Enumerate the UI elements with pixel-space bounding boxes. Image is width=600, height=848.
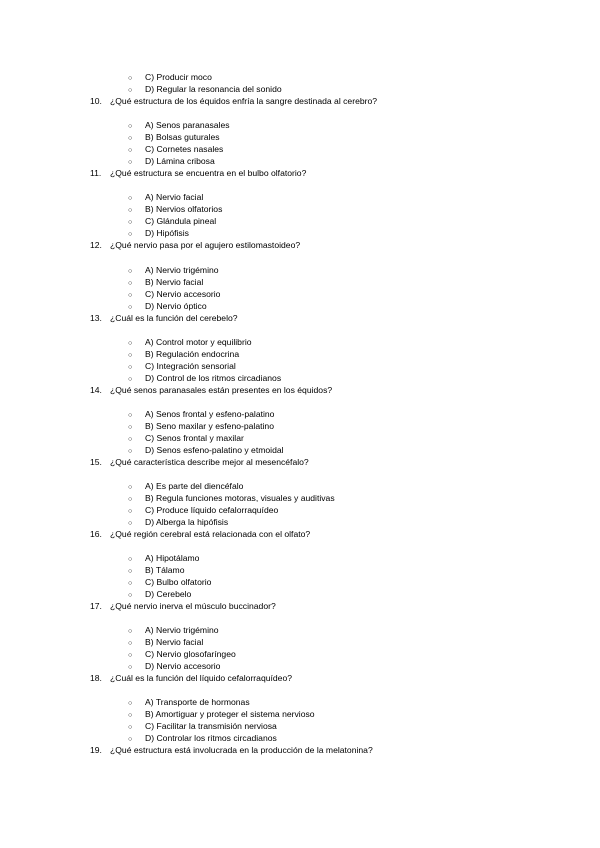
bullet-icon: ○ xyxy=(128,280,133,287)
bullet-icon: ○ xyxy=(128,436,133,443)
bullet-icon: ○ xyxy=(128,412,133,419)
option-item: ○ D) Nervio accesorio xyxy=(128,660,220,672)
option-item: ○ D) Control de los ritmos circadianos xyxy=(128,372,281,384)
option-item: ○ A) Es parte del diencéfalo xyxy=(128,480,243,492)
bullet-icon: ○ xyxy=(128,268,133,275)
option-item: ○ C) Cornetes nasales xyxy=(128,143,223,155)
bullet-icon: ○ xyxy=(128,304,133,311)
bullet-icon: ○ xyxy=(128,628,133,635)
bullet-icon: ○ xyxy=(128,640,133,647)
question-10: 10. ¿Qué estructura de los équidos enfría la sangre destinada al cerebro? xyxy=(90,96,378,106)
bullet-icon: ○ xyxy=(128,556,133,563)
bullet-icon: ○ xyxy=(128,424,133,431)
option-item: ○ C) Facilitar la transmisión nerviosa xyxy=(128,720,277,732)
bullet-icon: ○ xyxy=(128,736,133,743)
bullet-icon: ○ xyxy=(128,568,133,575)
question-11: 11. ¿Qué estructura se encuentra en el bulbo olfatorio? xyxy=(90,168,307,178)
option-item: ○ D) Controlar los ritmos circadianos xyxy=(128,732,277,744)
option-item: ○ D) Nervio óptico xyxy=(128,300,207,312)
option-item: ○ B) Regula funciones motoras, visuales y auditivas xyxy=(128,492,335,504)
bullet-icon: ○ xyxy=(128,207,133,214)
option-item: ○ B) Regulación endocrina xyxy=(128,348,239,360)
question-19: 19. ¿Qué estructura está involucrada en la producción de la melatonina? xyxy=(90,745,373,755)
bullet-icon: ○ xyxy=(128,364,133,371)
bullet-icon: ○ xyxy=(128,580,133,587)
question-14: 14. ¿Qué senos paranasales están presentes en los équidos? xyxy=(90,385,333,395)
question-15: 15. ¿Qué característica describe mejor al mesencéfalo? xyxy=(90,457,309,467)
option-item: ○ B) Nervio facial xyxy=(128,276,203,288)
bullet-icon: ○ xyxy=(128,87,133,94)
option-item: ○ B) Nervio facial xyxy=(128,636,203,648)
option-item: ○ A) Hipotálamo xyxy=(128,552,199,564)
option-item: ○ D) Alberga la hipófisis xyxy=(128,516,228,528)
option-item: ○ A) Control motor y equilibrio xyxy=(128,336,252,348)
bullet-icon: ○ xyxy=(128,123,133,130)
option-item: ○ B) Tálamo xyxy=(128,564,184,576)
bullet-icon: ○ xyxy=(128,724,133,731)
bullet-icon: ○ xyxy=(128,664,133,671)
option-item: ○ C) Glándula pineal xyxy=(128,215,216,227)
option-item: ○ A) Nervio trigémino xyxy=(128,624,219,636)
option-item: ○ B) Nervios olfatorios xyxy=(128,203,222,215)
option-item: ○ A) Transporte de hormonas xyxy=(128,696,250,708)
option-item: ○ D) Cerebelo xyxy=(128,588,191,600)
bullet-icon: ○ xyxy=(128,292,133,299)
option-item: ○ A) Nervio facial xyxy=(128,191,203,203)
option-item: ○ D) Lámina cribosa xyxy=(128,155,215,167)
question-16: 16. ¿Qué región cerebral está relacionada con el olfato? xyxy=(90,529,311,539)
option-item: ○ B) Amortiguar y proteger el sistema nervioso xyxy=(128,708,315,720)
bullet-icon: ○ xyxy=(128,700,133,707)
option-item: ○ B) Bolsas guturales xyxy=(128,131,220,143)
option-item: ○ D) Regular la resonancia del sonido xyxy=(128,83,282,95)
bullet-icon: ○ xyxy=(128,376,133,383)
bullet-icon: ○ xyxy=(128,135,133,142)
bullet-icon: ○ xyxy=(128,652,133,659)
bullet-icon: ○ xyxy=(128,231,133,238)
bullet-icon: ○ xyxy=(128,159,133,166)
bullet-icon: ○ xyxy=(128,520,133,527)
option-item: ○ C) Produce líquido cefalorraquídeo xyxy=(128,504,278,516)
bullet-icon: ○ xyxy=(128,484,133,491)
question-12: 12. ¿Qué nervio pasa por el agujero estilomastoideo? xyxy=(90,240,301,250)
bullet-icon: ○ xyxy=(128,352,133,359)
option-item: ○ C) Bulbo olfatorio xyxy=(128,576,211,588)
bullet-icon: ○ xyxy=(128,448,133,455)
option-item: ○ C) Integración sensorial xyxy=(128,360,236,372)
option-item: ○ A) Senos frontal y esfeno-palatino xyxy=(128,408,274,420)
option-item: ○ C) Producir moco xyxy=(128,71,212,83)
question-18: 18. ¿Cuál es la función del líquido cefalorraquídeo? xyxy=(90,673,293,683)
bullet-icon: ○ xyxy=(128,219,133,226)
bullet-icon: ○ xyxy=(128,508,133,515)
bullet-icon: ○ xyxy=(128,195,133,202)
option-item: ○ B) Seno maxilar y esfeno-palatino xyxy=(128,420,274,432)
bullet-icon: ○ xyxy=(128,712,133,719)
question-13: 13. ¿Cuál es la función del cerebelo? xyxy=(90,313,238,323)
bullet-icon: ○ xyxy=(128,340,133,347)
bullet-icon: ○ xyxy=(128,592,133,599)
bullet-icon: ○ xyxy=(128,147,133,154)
bullet-icon: ○ xyxy=(128,75,133,82)
option-item: ○ A) Senos paranasales xyxy=(128,119,230,131)
bullet-icon: ○ xyxy=(128,496,133,503)
option-item: ○ C) Nervio accesorio xyxy=(128,288,220,300)
option-item: ○ A) Nervio trigémino xyxy=(128,264,219,276)
option-item: ○ D) Senos esfeno-palatino y etmoidal xyxy=(128,444,284,456)
question-17: 17. ¿Qué nervio inerva el músculo buccinador? xyxy=(90,601,276,611)
option-item: ○ C) Nervio glosofaríngeo xyxy=(128,648,236,660)
option-item: ○ C) Senos frontal y maxilar xyxy=(128,432,244,444)
option-item: ○ D) Hipófisis xyxy=(128,227,189,239)
